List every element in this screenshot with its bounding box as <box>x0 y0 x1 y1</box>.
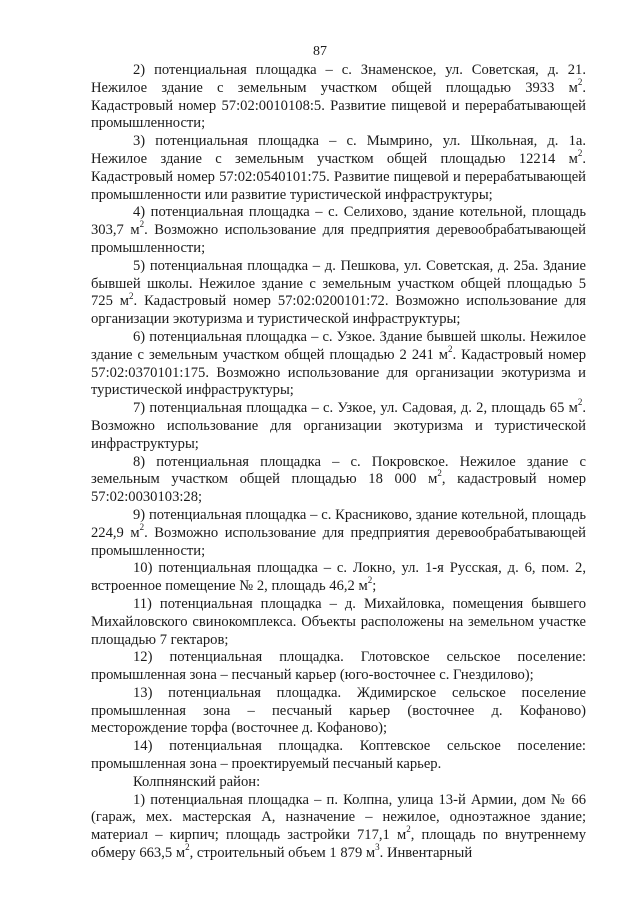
district-heading: Колпнянский район: <box>133 773 261 790</box>
paragraph-site-13: 13) потенциальная площадка. Ждимирское сельское поселение промышленная зона – песчаный карьер (восточнее д. Кофаново) месторождение торфа (восточнее д. Кофаново); <box>91 684 586 737</box>
paragraph-site-14: 14) потенциальная площадка. Коптевское сельское поселение: промышленная зона – проектируемый песчаный карьер. <box>91 738 586 773</box>
paragraph-site-7: 7) потенциальная площадка – с. Узкое, ул. Садовая, д. 2, площадь 65 $м^2$. Возможно использование для организации экотуризма и туристической инфраструктуры; <box>91 397 586 452</box>
document-body <box>91 62 586 863</box>
paragraph-site-9: 9) потенциальная площадка – с. Красниково, здание котельной, площадь 224,9 $м^2$. Возможно использование для предприятия деревообрабатывающей промышленности; <box>91 506 586 559</box>
paragraph-site-8: 8) потенциальная площадка – с. Покровское. Нежилое здание с земельным участком общей площадью 18 000 $м^2$, кадастровый номер 57:02:0030103:28; <box>91 453 586 506</box>
paragraph-site-10: 10) потенциальная площадка – с. Локно, ул. 1-я Русская, д. 6, пом. 2, встроенное помещение № 2, площадь 46,2 $м^2$; <box>91 560 586 595</box>
paragraph-site-3: 3) потенциальная площадка – с. Мымрино, ул. Школьная, д. 1а. Нежилое здание с земельным участком общей площадью 12214 $м^2$. Кадастровый номер 57:02:0540101:75. Развитие пищевой и перерабатывающей промышленности или развитие туристической инфраструктуры; <box>91 133 586 203</box>
paragraph-kolpna-site-1: 1) потенциальная площадка – п. Колпна, улица 13-й Армии, дом № 66 (гараж, мех. мастерская А, назначение – нежилое, одноэтажное здание; материал – кирпич; площадь застройки 717,1 $м^2$, площадь по внутреннему обмеру 663,5 $м^2$, строительный объем 1 879 $м^3$. Инвентарный <box>91 791 587 862</box>
paragraph-site-12: 12) потенциальная площадка. Глотовское сельское поселение: промышленная зона – песчаный карьер (юго-восточнее с. Гнездилово); <box>91 649 586 684</box>
paragraph-site-6: 6) потенциальная площадка – с. Узкое. Здание бывшей школы. Нежилое здание с земельным участком общей площадью 2 241 $м^2$. Кадастровый номер 57:02:0370101:175. Возможно использование для организации экотуризма и туристической инфраструктуры; <box>91 328 586 399</box>
paragraph-site-4: 4) потенциальная площадка – с. Селихово, здание котельной, площадь 303,7 $м^2$. Возможно использование для предприятия деревообрабатывающей промышленности; <box>91 204 586 256</box>
paragraph-site-11: 11) потенциальная площадка – д. Михайловка, помещения бывшего Михайловского свинокомплекса. Объекты расположены на земельном участке площадью 7 гектаров; <box>91 595 586 648</box>
paragraph-site-2: 2) потенциальная площадка – с. Знаменское, ул. Советская, д. 21. Нежилое здание с земельным участком общей площадью 3933 $м^2$. Кадастровый номер 57:02:0010108:5. Развитие пищевой и перерабатывающей промышленности; <box>91 62 586 132</box>
page-number: 87 <box>313 44 327 59</box>
paragraph-site-5: 5) потенциальная площадка – д. Пешкова, ул. Советская, д. 25а. Здание бывшей школы. Нежилое здание с земельным участком общей площадью 5 725 $м^2$. Кадастровый номер 57:02:0200101:72. Возможно использование для организации экотуризма и туристической инфраструктуры; <box>91 257 586 328</box>
